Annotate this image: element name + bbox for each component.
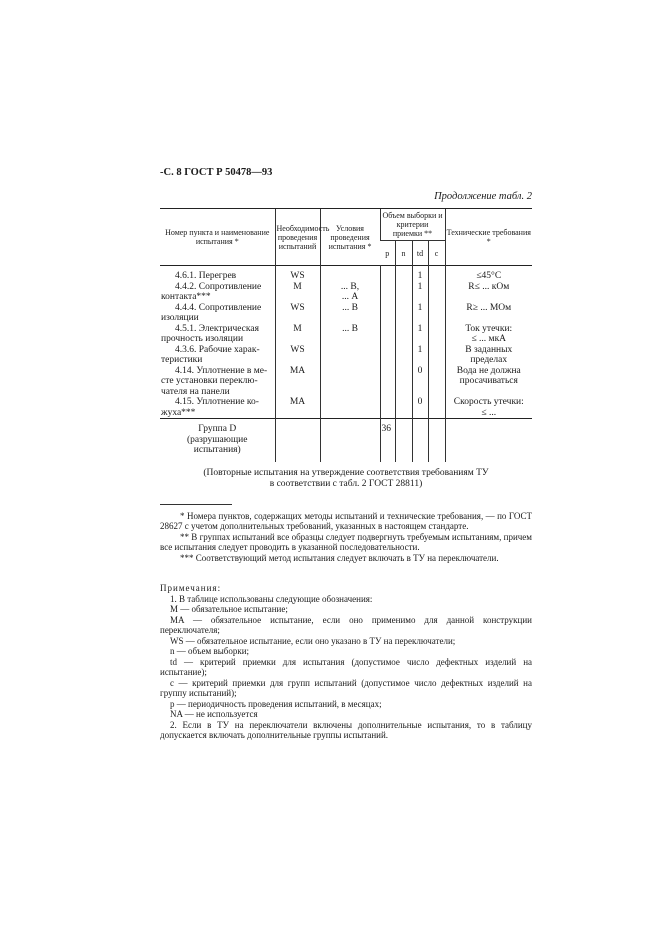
row-name-line: 4.15. Уплотнение ко- [175,397,259,407]
row-conditions-line: ... В [342,323,358,334]
row-conditions [320,366,380,398]
table-row [160,266,532,282]
note-item: 1. В таблице использованы следующие обозначения: [170,593,373,604]
row-td: 1 [412,266,428,282]
empty-cell [428,282,445,303]
row-requirements-line: R≥ ... МОм [466,302,512,313]
note-item: WS — обязательное испытание, если оно указано в ТУ на переключатели; [170,635,456,646]
empty-cell [428,303,445,324]
footnote-1: * Номера пунктов, содержащих методы испытаний и технические требования, — по ГОСТ 28627 с учетом дополнительных требований, указанных в настоящем стандарте. [160,510,532,531]
row-requirements [445,266,532,282]
row-td: 0 [412,397,428,419]
row-necessity: WS [275,303,320,324]
empty-cell [428,366,445,398]
row-requirements-line: ≤ ... [481,407,497,418]
table-row [160,282,532,303]
empty-cell [395,282,412,303]
empty-cell [445,419,532,462]
note-item: M — обязательное испытание; [170,604,288,614]
row-conditions-line: ... А [341,292,359,302]
row-td: 1 [412,282,428,303]
empty-cell [395,345,412,366]
row-requirements-line: пределах [470,355,508,365]
row-requirements-line: Скорость утечки: [453,397,524,407]
row-requirements [445,282,532,303]
row-necessity: MA [275,366,320,398]
empty-cell [380,397,395,419]
notes-list [160,594,532,741]
row-conditions [320,345,380,366]
row-requirements-line: Ток утечки: [465,323,513,334]
empty-cell [380,366,395,398]
empty-cell [380,345,395,366]
col-header-p: p [385,248,390,258]
table-row [160,397,532,419]
row-name-line: 4.3.6. Рабочие харак- [175,344,260,355]
row-name [160,303,275,324]
empty-cell [320,419,380,462]
empty-cell [380,266,395,282]
empty-cell [395,324,412,345]
row-requirements [445,345,532,366]
row-td: 1 [412,345,428,366]
col-header-conditions: Условия проведения испытания * [320,209,380,266]
empty-cell [395,366,412,398]
row-requirements-line: ≤ ... мкА [471,334,507,344]
row-name-line: 4.4.2. Сопротивление [175,281,262,292]
row-requirements [445,366,532,398]
empty-cell [428,419,445,462]
footnote-rule [160,504,232,505]
row-name-line: теристики [161,355,203,365]
table-continuation-label: Продолжение табл. 2 [434,191,532,202]
repeat-note-line: (Повторные испытания на утверждение соответствия требованиям ТУ [203,467,489,478]
row-requirements-line: Вода не должна [456,365,521,376]
row-requirements [445,397,532,419]
row-name [160,282,275,303]
table-header [160,209,532,266]
row-name-line: 4.5.1. Электрическая [175,323,259,334]
table-row [160,303,532,324]
empty-cell [428,324,445,345]
row-name-line: контакта*** [161,292,211,302]
col-header-name: Номер пункта и наименование испытания * [160,209,275,266]
table-body [160,266,532,462]
page-header: -С. 8 ГОСТ Р 50478—93 [160,167,273,178]
row-name-line: 4.14. Уплотнение в ме- [175,365,268,376]
group-d-name [160,419,275,462]
col-header-requirements: Технические требования * [445,209,532,266]
table-row [160,366,532,398]
empty-cell [412,419,428,462]
row-requirements [445,303,532,324]
row-td: 1 [412,303,428,324]
empty-cell [428,266,445,282]
empty-cell [380,282,395,303]
row-name-line: 4.4.4. Сопротивление [175,302,262,313]
note-item: MA — обязательное испытание, если оно применимо для данной конструкции переключателя; [160,614,532,635]
group-d-p: 36 [380,419,395,462]
row-name-line: чателя на панели [161,386,230,397]
row-conditions [320,303,380,324]
row-name-line: изоляции [161,313,199,323]
row-conditions [320,266,380,282]
note-item: p — периодичность проведения испытаний, в месяцах; [170,698,382,709]
group-d-line: (разрушающие [186,434,248,445]
row-td: 0 [412,366,428,398]
col-header-necessity: Необходимость проведения испытаний [275,209,320,266]
row-requirements-line: R≤ ... кОм [468,281,510,292]
col-header-sample: Объем выборки и критерии приемки ** [380,209,445,241]
row-necessity: WS [275,266,320,282]
note-item: 2. Если в ТУ на переключатели включены дополнительные испытания, то в таблицу допускается включать дополнительные группы испытаний. [160,719,532,740]
empty-cell [395,397,412,419]
row-requirements [445,324,532,345]
row-necessity: MA [275,397,320,419]
table-row [160,324,532,345]
repeat-note [160,468,532,490]
row-name [160,345,275,366]
row-requirements-line: ≤45°С [476,271,502,281]
empty-cell [380,324,395,345]
row-necessity: WS [275,345,320,366]
row-name-line: жуха*** [161,407,196,418]
footnote-3: *** Соответствующий метод испытания следует включать в ТУ на переключатели. [180,552,499,563]
col-header-c: c [428,241,445,266]
empty-cell [395,419,412,462]
row-conditions [320,324,380,345]
row-name [160,397,275,419]
row-name [160,266,275,282]
row-name-line: сте установки переклю- [161,376,258,386]
row-requirements-line: В заданных [465,344,513,355]
group-d-row [160,419,532,462]
row-name-line: прочность изоляции [161,334,244,344]
row-requirements-line: просачиваться [459,376,518,386]
empty-cell [395,266,412,282]
group-d-line: испытания) [193,445,241,455]
row-name [160,324,275,345]
note-item: td — критерий приемки для испытания (допустимое число дефектных изделий на испытание); [160,656,532,677]
row-td: 1 [412,324,428,345]
row-name [160,366,275,398]
repeat-note-line: в соответствии с табл. 2 ГОСТ 28811) [269,478,423,489]
row-conditions-line: ... В, [340,281,360,292]
table-row [160,345,532,366]
row-conditions [320,397,380,419]
note-item: c — критерий приемки для групп испытаний (допустимое число дефектных изделий на группу испытаний); [160,677,532,698]
table [160,208,532,462]
page-content [160,166,532,741]
note-item: n — объем выборки; [170,646,250,656]
group-d-line: Группа D [198,424,237,434]
row-necessity: M [275,282,320,303]
note-item: NA — не используется [170,709,258,719]
empty-cell [428,397,445,419]
col-header-n: n [395,241,412,266]
empty-cell [380,303,395,324]
row-name-line: 4.6.1. Перегрев [175,271,237,281]
notes-title: Примечания: [160,583,222,593]
empty-cell [275,419,320,462]
row-necessity: M [275,324,320,345]
footnote-2: ** В группах испытаний все образцы следует подвергнуть требуемым испытаниям, причем все испытания следует проводить в указанной последовательности. [160,531,532,552]
row-conditions-line: ... В [342,302,358,313]
row-conditions [320,282,380,303]
empty-cell [428,345,445,366]
col-header-td: td [412,241,428,266]
empty-cell [395,303,412,324]
